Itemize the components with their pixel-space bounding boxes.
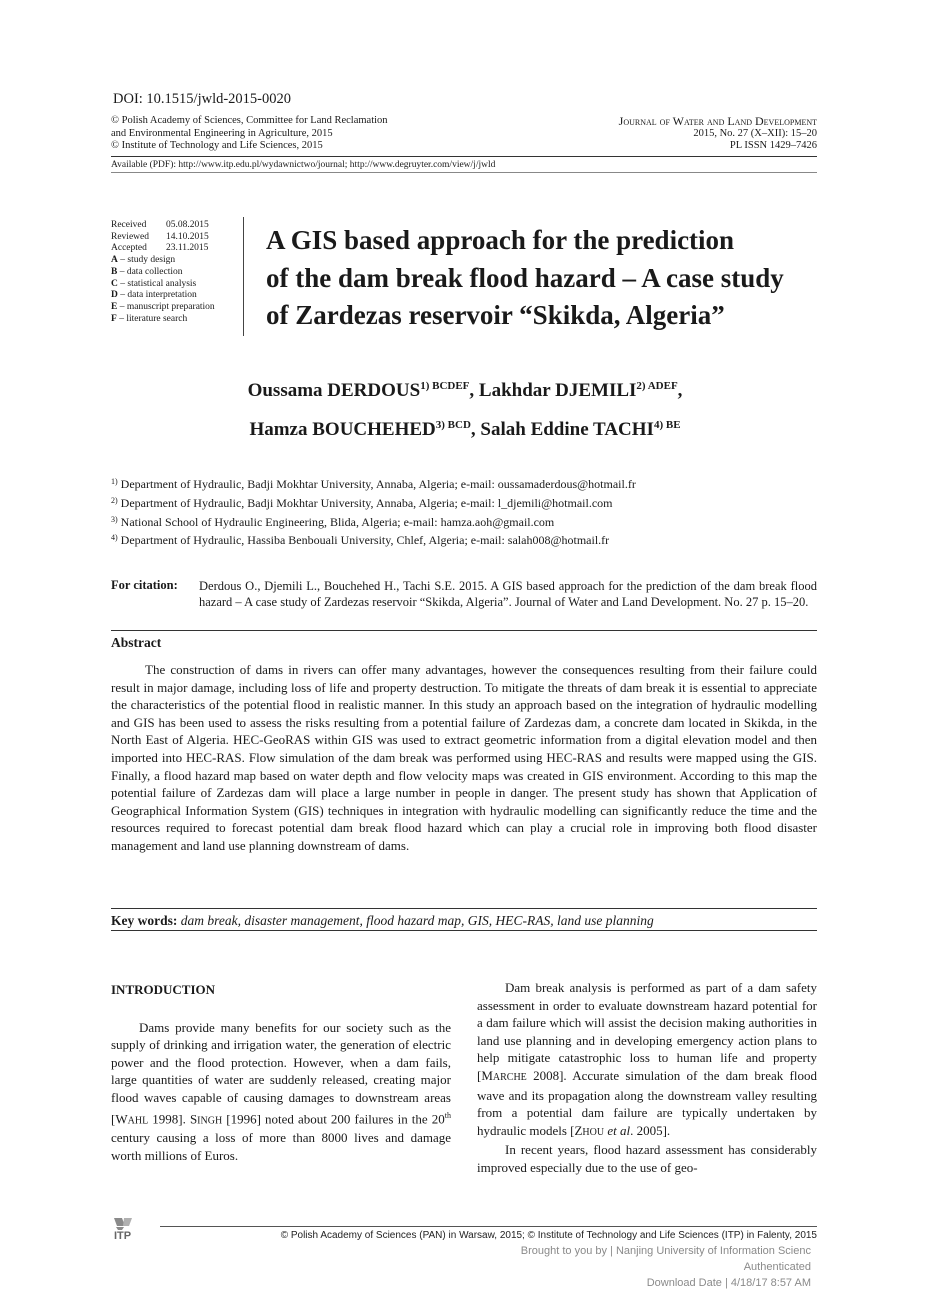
journal-issn: PL ISSN 1429–7426 bbox=[729, 140, 817, 151]
affiliation: $^{4)}$ Department of Hydraulic, Hassiba Benbouali University, Chlef, Algeria; e-mail: salah008@hotmail.fr bbox=[111, 533, 610, 548]
header-rule bbox=[111, 156, 817, 157]
author-sup: 4) BE bbox=[653, 419, 681, 431]
publisher-info bbox=[111, 115, 388, 153]
author-sup: 3) BCD bbox=[435, 419, 471, 431]
accepted-date: Accepted 23.11.2015 bbox=[111, 243, 209, 254]
section-heading: INTRODUCTION bbox=[111, 982, 216, 997]
contrib-item: C – statistical analysis bbox=[111, 278, 197, 289]
keywords-rule-bottom bbox=[111, 930, 817, 931]
author-name: Hamza BOUCHEHED bbox=[249, 419, 436, 440]
paragraph: In recent years, flood hazard assessment has considerably improved especially due to the use of geo- bbox=[477, 1142, 817, 1175]
citation-rule bbox=[111, 630, 817, 631]
contrib-item: A – study design bbox=[111, 255, 176, 266]
received-date: Received 05.08.2015 bbox=[111, 220, 209, 230]
right-column bbox=[477, 979, 817, 1177]
affiliation: $^{1)}$ Department of Hydraulic, Badji Mokhtar University, Annaba, Algeria; e-mail: oussamaderdous@hotmail.fr bbox=[111, 477, 636, 491]
author-list: Oussama $DERDOUS^{1) BCDEF}$, Lakhdar $DJEMILI^{2) ADEF}$, Hamza $BOUCHEHED^{3) BCD}$, Salah Eddine $TACHI^{4) BE}$ bbox=[247, 380, 683, 440]
affiliations bbox=[111, 474, 636, 549]
contrib-item: F – literature search bbox=[111, 313, 188, 324]
contrib-item: D – data interpretation bbox=[111, 290, 197, 301]
watermark-line: Brought to you by | Nanjing University of Information Scienc bbox=[520, 1245, 811, 1257]
citation-label: For citation: bbox=[111, 578, 178, 592]
article-meta bbox=[111, 220, 221, 325]
keywords-rule-top bbox=[111, 908, 817, 909]
publisher-line: and Environmental Engineering in Agriculture, 2015 bbox=[111, 127, 333, 139]
abstract-heading: Abstract bbox=[111, 635, 162, 650]
article-title: A GIS based approach for the prediction of the dam break flood hazard – A case study of Zardezas reservoir “Skikda, Algeria” bbox=[266, 225, 784, 330]
left-column bbox=[111, 981, 451, 1165]
author-sup: 2) ADEF bbox=[636, 380, 678, 392]
author-name: Oussama DERDOUS bbox=[247, 380, 421, 401]
journal-info bbox=[619, 115, 817, 153]
citation-text: Derdous O., Djemili L., Bouchehed H., Tachi S.E. 2015. A GIS based approach for the prediction of the dam break flood hazard – A case study of Zardezas reservoir “Skikda, Algeria”. Journal of Water and Land Development. No. 27 p. 15–20. bbox=[199, 579, 817, 610]
itp-logo bbox=[112, 1216, 152, 1246]
footer-rule bbox=[160, 1226, 817, 1227]
header-rule-bottom bbox=[111, 172, 817, 173]
abstract-text: The construction of dams in rivers can offer many advantages, however the consequences resulting from their failure could result in major damage, including loss of life and property destruction. To mitigate the threats of dam break it is essential to appreciate the characteristics of the potential flood in realistic manner. In this study an approach based on the integration of hydraulic modelling and GIS has been used to assess the risks resulting from a potential failure of Zardezas dam, a concrete dam located in Skikda, in the North East of Algeria. HEC-GeoRAS within GIS was used to extract geometric information from a digital elevation model and then imported into HEC-RAS. Flow simulation of the dam break was performed using HEC-RAS and results were mapped using the GIS. Finally, a flood hazard map based on water depth and flow velocity maps was created in GIS environment. According to this map the potential failure of Zardezas dam will place a large number in people in danger. The present study has shown that Application of Geographical Information System (GIS) techniques in integration with hydraulic modelling can significantly reduce the time and the resources required to forecast potential dam break flood hazard which can play a crucial role in improving both flood disaster management and land use planning downstream of dams. bbox=[111, 662, 817, 853]
paragraph: Dam break analysis is performed as part of a dam safety assessment in order to evaluate downstream hazard potential for a dam failure which will assist the decision making authorities in land use planning and in developing emergency action plans to help mitigate catastrophic loss to human life and property [MARCHE 2008]. Accurate simulation of the dam break flood wave and its propagation along the downstream valley resulting from a potential dam failure are typically undertaken by hydraulic models [ZHOU et al. 2005]. bbox=[477, 980, 817, 1138]
keywords: Key words: dam break, disaster management, flood hazard map, GIS, HEC-RAS, land use planning bbox=[111, 913, 654, 928]
affiliation: $^{3)}$ National School of Hydraulic Engineering, Blida, Algeria; e-mail: hamza.aoh@gmail.com bbox=[111, 514, 555, 529]
footer-copyright: © Polish Academy of Sciences (PAN) in Warsaw, 2015; © Institute of Technology and Life Sciences (ITP) in Falenty, 2015 bbox=[280, 1230, 817, 1241]
contrib-item: B – data collection bbox=[111, 266, 183, 277]
publisher-line: © Institute of Technology and Life Sciences, 2015 bbox=[111, 140, 323, 151]
author-name: Lakhdar DJEMILI bbox=[478, 380, 637, 401]
availability-links[interactable]: Available (PDF): http://www.itp.edu.pl/wydawnictwo/journal; http://www.degruyter.com/view/j/jwld bbox=[111, 160, 496, 170]
affiliation: $^{2)}$ Department of Hydraulic, Badji Mokhtar University, Annaba, Algeria; e-mail: l_djemili@hotmail.com bbox=[111, 495, 613, 510]
doi[interactable]: DOI: 10.1515/jwld-2015-0020 bbox=[113, 91, 292, 107]
publisher-line: © Polish Academy of Sciences, Committee for Land Reclamation bbox=[111, 115, 388, 126]
watermark-line: Download Date | 4/18/17 8:57 AM bbox=[646, 1277, 811, 1289]
itp-logo-text: ITP bbox=[114, 1230, 132, 1242]
author-name: Salah Eddine TACHI bbox=[480, 419, 654, 440]
paragraph: Dams provide many benefits for our society such as the supply of drinking and irrigation water, the generation of electric power and the flood protection. However, when a dam fails, large quantities of water are suddenly released, creating major flood waves capable of causing damages to downstream areas [WAHL 1998]. SINGH [1996] noted about 200 failures in the 20th century causing a loss of more than 8000 lives and damage worth millions of Euros. bbox=[111, 1019, 451, 1164]
reviewed-date: Reviewed 14.10.2015 bbox=[111, 231, 209, 242]
meta-divider bbox=[243, 217, 244, 336]
contrib-item: E – manuscript preparation bbox=[111, 301, 215, 312]
journal-issue: 2015, No. 27 (X–XII): 15–20 bbox=[693, 127, 817, 139]
author-sup: 1) BCDEF bbox=[420, 380, 470, 392]
journal-name: Journal of Water and Land Development bbox=[618, 114, 817, 128]
watermark-line: Authenticated bbox=[743, 1261, 811, 1273]
